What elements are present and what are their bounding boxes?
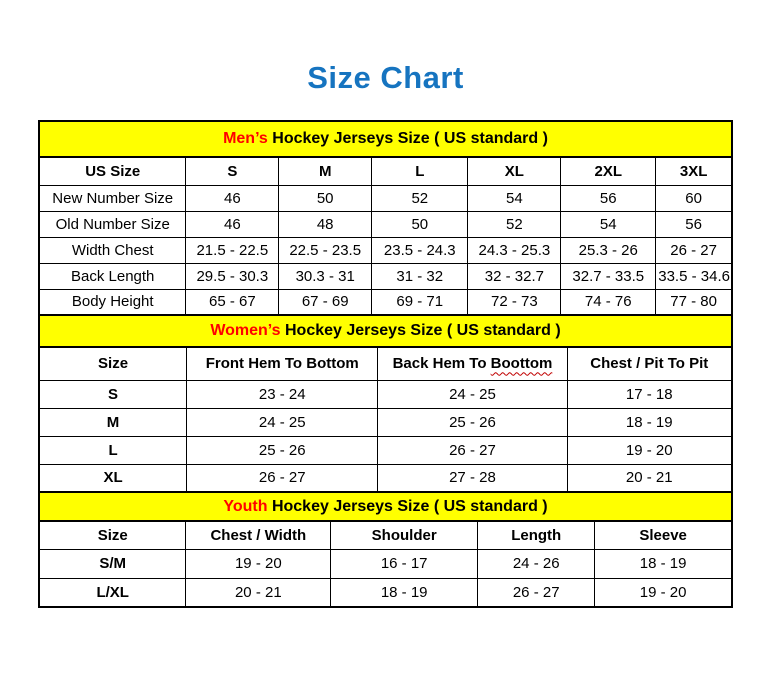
- size-value-cell: 19 - 20: [595, 578, 732, 607]
- youth-group-label: Youth: [223, 497, 268, 515]
- size-value-cell: 50: [279, 185, 372, 211]
- mens-band-row: [39, 121, 732, 157]
- size-value-cell: 17 - 18: [567, 380, 732, 408]
- size-value-cell: 18 - 19: [567, 408, 732, 436]
- size-value-cell: 29.5 - 30.3: [186, 263, 279, 289]
- size-value-cell: 24 - 25: [187, 408, 378, 436]
- row-label: Width Chest: [39, 237, 186, 263]
- youth-col-length: Length: [478, 521, 595, 549]
- size-value-cell: 67 - 69: [279, 289, 372, 315]
- size-value-cell: 56: [656, 211, 732, 237]
- womens-title-rest: Hockey Jerseys Size ( US standard ): [280, 322, 561, 339]
- size-value-cell: 77 - 80: [656, 289, 732, 315]
- size-value-cell: 21.5 - 22.5: [186, 237, 279, 263]
- youth-table-title: [39, 492, 732, 521]
- mens-table-title: [39, 121, 732, 157]
- size-value-cell: 26 - 27: [478, 578, 595, 607]
- table-row: [39, 464, 732, 492]
- mens-header-row: [39, 157, 732, 185]
- table-row: [39, 263, 732, 289]
- size-value-cell: 25.3 - 26: [561, 237, 656, 263]
- size-value-cell: 69 - 71: [372, 289, 468, 315]
- back-hem-misspelled-word: Boottom: [490, 355, 553, 373]
- page-title: Size Chart: [307, 60, 464, 95]
- size-value-cell: 60: [656, 185, 732, 211]
- mens-size-table: [38, 120, 733, 316]
- size-value-cell: 54: [561, 211, 656, 237]
- womens-col-back-hem: [378, 347, 567, 380]
- size-value-cell: 52: [468, 211, 561, 237]
- size-value-cell: 32 - 32.7: [468, 263, 561, 289]
- row-label: Old Number Size: [39, 211, 186, 237]
- size-value-cell: 50: [372, 211, 468, 237]
- size-value-cell: 20 - 21: [186, 578, 331, 607]
- row-label: S: [39, 380, 187, 408]
- table-row: [39, 380, 732, 408]
- size-value-cell: 46: [186, 185, 279, 211]
- row-label: Back Length: [39, 263, 186, 289]
- womens-size-table: [38, 314, 733, 493]
- mens-col-s: S: [186, 157, 279, 185]
- size-value-cell: 72 - 73: [468, 289, 561, 315]
- size-value-cell: 32.7 - 33.5: [561, 263, 656, 289]
- row-label: XL: [39, 464, 187, 492]
- womens-col-chest: Chest / Pit To Pit: [567, 347, 732, 380]
- size-value-cell: 19 - 20: [186, 549, 331, 578]
- size-value-cell: 24 - 25: [378, 380, 567, 408]
- table-row: [39, 549, 732, 578]
- table-row: [39, 578, 732, 607]
- size-value-cell: 65 - 67: [186, 289, 279, 315]
- size-value-cell: 24.3 - 25.3: [468, 237, 561, 263]
- table-row: [39, 185, 732, 211]
- size-value-cell: 25 - 26: [378, 408, 567, 436]
- size-value-cell: 26 - 27: [378, 436, 567, 464]
- size-value-cell: 26 - 27: [187, 464, 378, 492]
- row-label: L: [39, 436, 187, 464]
- size-value-cell: 31 - 32: [372, 263, 468, 289]
- mens-title-rest: Hockey Jerseys Size ( US standard ): [267, 130, 548, 147]
- youth-col-chest-width: Chest / Width: [186, 521, 331, 549]
- table-row: [39, 436, 732, 464]
- size-value-cell: 18 - 19: [331, 578, 478, 607]
- row-label: New Number Size: [39, 185, 186, 211]
- size-value-cell: 20 - 21: [567, 464, 732, 492]
- youth-col-size: Size: [39, 521, 186, 549]
- youth-size-table: [38, 491, 733, 608]
- size-value-cell: 19 - 20: [567, 436, 732, 464]
- womens-table-title: [39, 315, 732, 347]
- mens-col-l: L: [372, 157, 468, 185]
- table-row: [39, 237, 732, 263]
- mens-col-3xl: 3XL: [656, 157, 732, 185]
- size-value-cell: 18 - 19: [595, 549, 732, 578]
- table-row: [39, 289, 732, 315]
- back-hem-label-prefix: Back Hem To: [392, 355, 491, 373]
- row-label: S/M: [39, 549, 186, 578]
- mens-col-us-size: US Size: [39, 157, 186, 185]
- size-value-cell: 23.5 - 24.3: [372, 237, 468, 263]
- size-value-cell: 74 - 76: [561, 289, 656, 315]
- womens-header-row: [39, 347, 732, 380]
- row-label: Body Height: [39, 289, 186, 315]
- womens-band-row: [39, 315, 732, 347]
- mens-group-label: Men’s: [223, 130, 268, 147]
- mens-col-2xl: 2XL: [561, 157, 656, 185]
- size-value-cell: 16 - 17: [331, 549, 478, 578]
- size-value-cell: 24 - 26: [478, 549, 595, 578]
- size-value-cell: 25 - 26: [187, 436, 378, 464]
- size-chart-page: [38, 0, 733, 608]
- size-value-cell: 48: [279, 211, 372, 237]
- size-value-cell: 27 - 28: [378, 464, 567, 492]
- womens-col-front-hem: Front Hem To Bottom: [187, 347, 378, 380]
- size-value-cell: 46: [186, 211, 279, 237]
- mens-col-xl: XL: [468, 157, 561, 185]
- size-value-cell: 33.5 - 34.6: [656, 263, 732, 289]
- youth-col-sleeve: Sleeve: [595, 521, 732, 549]
- womens-col-size: Size: [39, 347, 187, 380]
- size-value-cell: 52: [372, 185, 468, 211]
- womens-group-label: Women’s: [210, 322, 281, 339]
- mens-col-m: M: [279, 157, 372, 185]
- size-value-cell: 54: [468, 185, 561, 211]
- row-label: M: [39, 408, 187, 436]
- table-row: [39, 408, 732, 436]
- size-value-cell: 30.3 - 31: [279, 263, 372, 289]
- size-value-cell: 23 - 24: [187, 380, 378, 408]
- row-label: L/XL: [39, 578, 186, 607]
- size-value-cell: 22.5 - 23.5: [279, 237, 372, 263]
- size-value-cell: 26 - 27: [656, 237, 732, 263]
- size-value-cell: 56: [561, 185, 656, 211]
- youth-band-row: [39, 492, 732, 521]
- table-row: [39, 211, 732, 237]
- youth-col-shoulder: Shoulder: [331, 521, 478, 549]
- youth-header-row: [39, 521, 732, 549]
- youth-title-rest: Hockey Jerseys Size ( US standard ): [267, 497, 548, 515]
